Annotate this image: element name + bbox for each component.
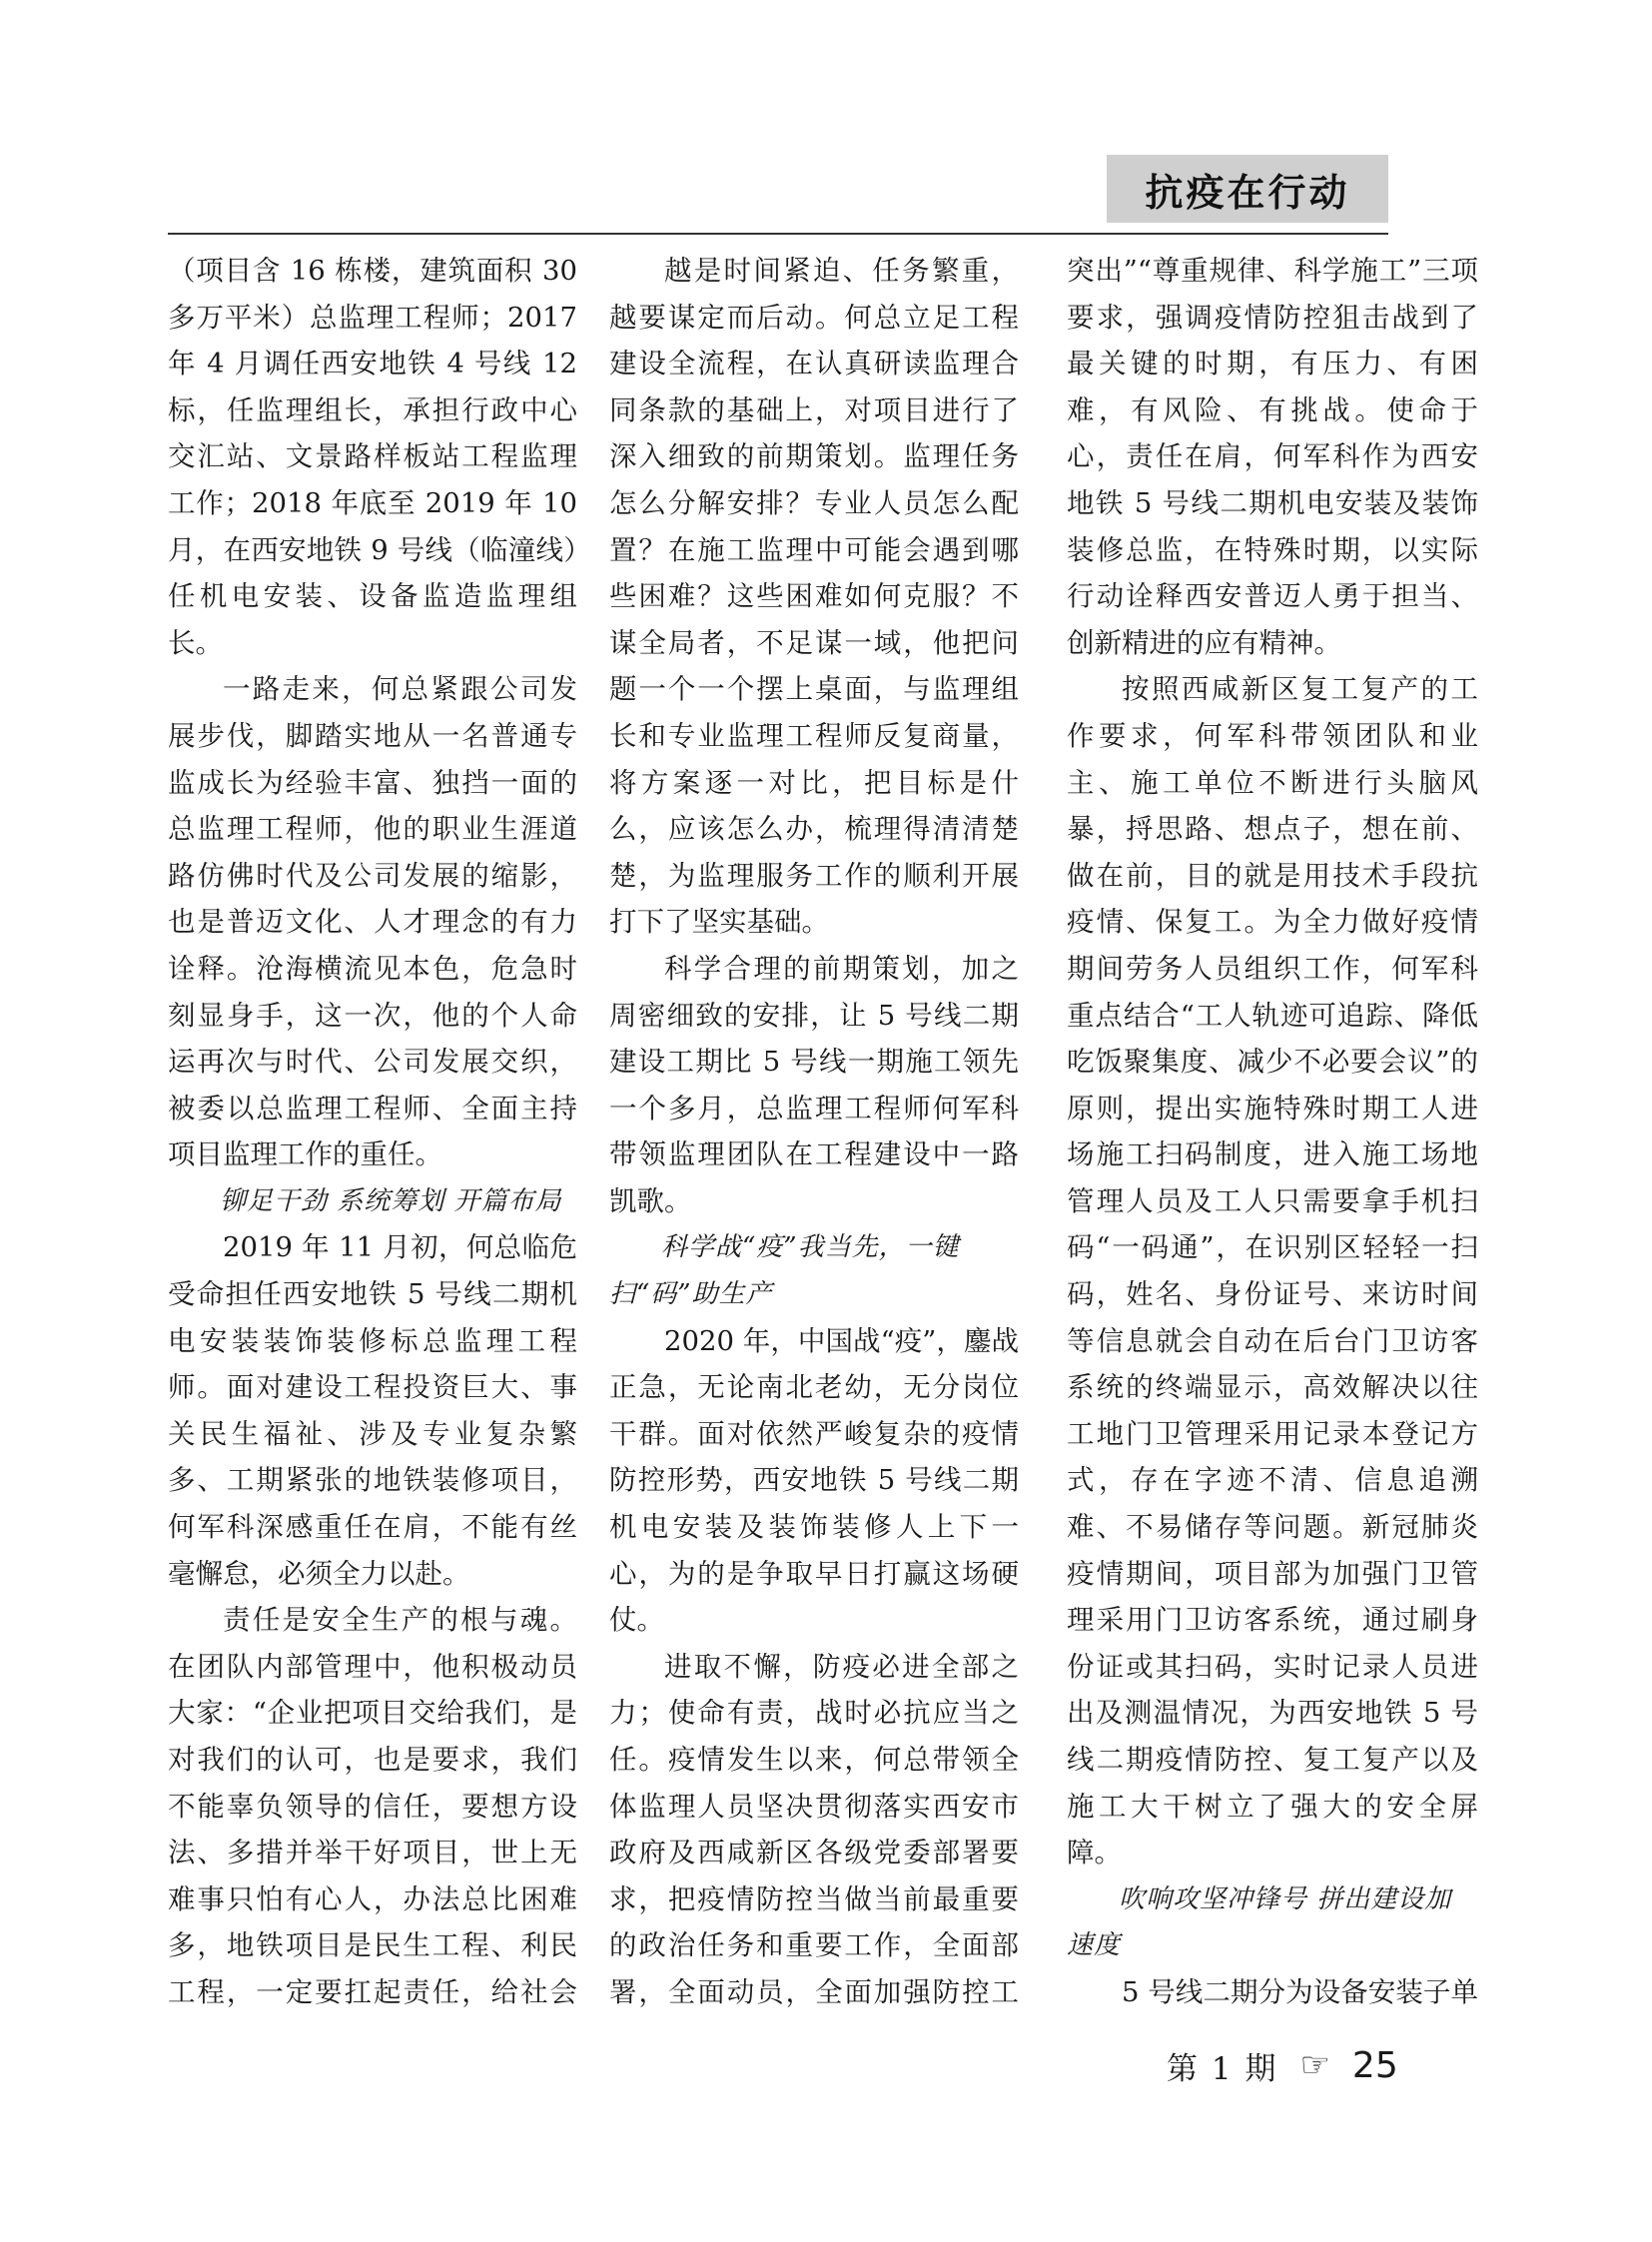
paragraph: 2019 年 11 月初，何总临危受命担任西安地铁 5 号线二期机电安装装饰装修标总监理工程师。面对建设工程投资巨大、事关民生福祉、涉及专业复杂繁多、工期紧张的地铁装修项目，何军科深感重任在肩，不能有丝毫懈怠，必须全力以赴。	[168, 1231, 577, 1590]
paragraph: 按照西咸新区复工复产的工作要求，何军科带领团队和业主、施工单位不断进行头脑风暴，捋思路、想点子，想在前、做在前，目的就是用技术手段抗疫情、保复工。为全力做好疫情期间劳务人员组织工作，何军科重点结合“工人轨迹可追踪、降低吃饭聚集度、减少不必要会议”的原则，提出实施特殊时期工人进场施工扫码制度，进入施工场地管理人员及工人只需要拿手机扫码“一码通”，在识别区轻轻一扫码，姓名、身份证号、来访时间等信息就会自动在后台门卫访客系统的终端显示，高效解决以往工地门卫管理采用记录本登记方式，存在字迹不清、信息追溯难、不易储存等问题。新冠肺炎疫情期间，项目部为加强门卫管理采用门卫访客系统，通过刷身份证或其扫码，实时记录人员进出及测温情况，为西安地铁 5 号线二期疫情防控、复工复产以及施工大干树立了强大的安全屏障。	[1067, 673, 1478, 1869]
paragraph: （项目含 16 栋楼，建筑面积 30 多万平米）总监理工程师；2017 年 4 月调任西安地铁 4 号线 12 标，任监理组长，承担行政中心交汇站、文景路样板站工程监理工作；2018 年底至 2019 年 10 月，在西安地铁 9 号线（临潼线）任机电安装、设备监造监理组长。	[168, 255, 577, 659]
pointing-hand-icon: ☞	[1299, 2045, 1330, 2085]
paragraph: 越是时间紧迫、任务繁重，越要谋定而后动。何总立足工程建设全流程，在认真研读监理合同条款的基础上，对项目进行了深入细致的前期策划。监理任务怎么分解安排？专业人员怎么配置？在施工监理中可能会遇到哪些困难？这些困难如何克服？不谋全局者，不足谋一域，他把问题一个一个摆上桌面，与监理组长和专业监理工程师反复商量，将方案逐一对比，把目标是什么，应该怎么办，梳理得清清楚楚，为监理服务工作的顺利开展打下了坚实基础。	[609, 255, 1019, 939]
header-rule	[168, 233, 1388, 235]
paragraph: 责任是安全生产的根与魂。在团队内部管理中，他积极动员大家：“企业把项目交给我们，是对我们的认可，也是要求，我们不能辜负领导的信任，要想方设法、多措并举干好项目，世上无难事只怕有心人，办法总比困难多，地铁项目是民生工程、利民工程，一定要扛起责任，给社会	[168, 1604, 577, 2008]
subheading: 吹响攻坚冲锋号 拼出建设加速度	[1067, 1883, 1452, 1961]
paragraph: 科学合理的前期策划，加之周密细致的安排，让 5 号线二期建设工期比 5 号线一期施工领先一个多月，总监理工程师何军科带领监理团队在工程建设中一路凯歌。	[609, 952, 1019, 1217]
text-column-2	[609, 248, 1019, 2015]
paragraph: 突出”“尊重规律、科学施工”三项要求，强调疫情防控狙击战到了最关键的时期，有压力、有困难，有风险、有挑战。使命于心，责任在肩，何军科作为西安地铁 5 号线二期机电安装及装饰装修总监，在特殊时期，以实际行动诠释西安普迈人勇于担当、创新精进的应有精神。	[1067, 255, 1478, 659]
page-number: 25	[1351, 2044, 1398, 2086]
issue-label: 第 1 期	[1167, 2050, 1278, 2087]
paragraph: 进取不懈，防疫必进全部之力；使命有责，战时必抗应当之任。疫情发生以来，何总带领全体监理人员坚决贯彻落实西安市政府及西咸新区各级党委部署要求，把疫情防控当做当前最重要的政治任务和重要工作，全面部署，全面动员，全面加强防控工	[609, 1650, 1019, 2008]
subheading: 科学战“疫”我当先，一键扫“码”助生产	[609, 1232, 960, 1310]
text-column-3	[1067, 248, 1478, 2015]
page-footer	[1167, 2037, 1398, 2093]
subheading: 铆足干劲 系统筹划 开篇布局	[220, 1185, 562, 1216]
paragraph: 2020 年，中国战“疫”，鏖战正急，无论南北老幼，无分岗位干群。面对依然严峻复杂的疫情防控形势，西安地铁 5 号线二期机电安装及装饰装修人上下一心，为的是争取早日打赢这场硬仗。	[609, 1324, 1019, 1637]
paragraph: 5 号线二期分为设备安装子单	[1122, 1975, 1478, 2008]
text-column-1	[168, 248, 577, 2015]
section-tag: 抗疫在行动	[1107, 155, 1388, 223]
paragraph: 一路走来，何总紧跟公司发展步伐，脚踏实地从一名普通专监成长为经验丰富、独挡一面的总监理工程师，他的职业生涯道路仿佛时代及公司发展的缩影，也是普迈文化、人才理念的有力诠释。沧海横流见本色，危急时刻显身手，这一次，他的个人命运再次与时代、公司发展交织，被委以总监理工程师、全面主持项目监理工作的重任。	[168, 673, 577, 1171]
